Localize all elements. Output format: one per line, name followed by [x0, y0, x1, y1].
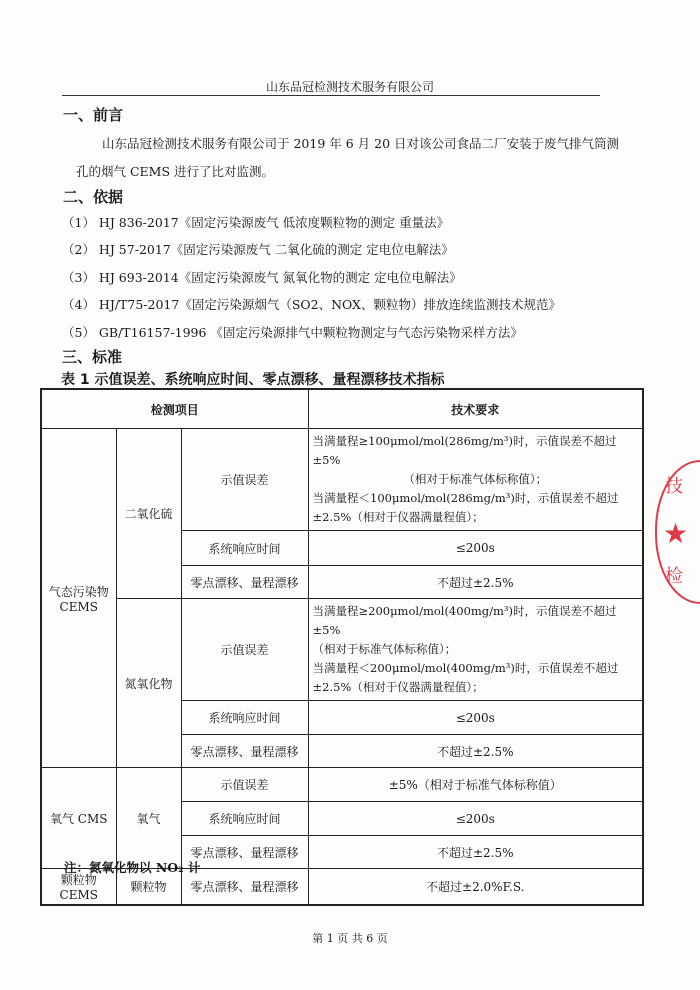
- company-header: 山东品冠检测技术服务有限公司: [265, 80, 434, 94]
- so2-err-req: 当满量程≥100μmol/mol(286mg/m³)时，示值误差不超过±5% （相对于标准气体标称值）； 当满量程＜100μmol/mol(286mg/m³)时，示值误差不超过 ±2.5%（相对于仪器满量程值）；: [308, 429, 643, 531]
- section-title-basis: 二、依据: [63, 188, 124, 206]
- nox-resp-req: ≤200s: [308, 701, 643, 735]
- preface-text: 山东品冠检测技术服务有限公司于 2019 年 6 月 20 日对该公司食品二厂安装于废气排气筒测: [102, 136, 620, 151]
- item-err: 示值误差: [181, 599, 308, 701]
- red-seal-stamp: [655, 460, 700, 604]
- item-err: 示值误差: [181, 768, 308, 802]
- group-gas: 气态污染物 CEMS: [41, 429, 116, 768]
- nox-drift-req: 不超过±2.5%: [308, 735, 643, 768]
- sub-so2: 二氧化硫: [116, 429, 181, 599]
- basis-item: （4） HJ/T75-2017《固定污染源烟气（SO2、NOX、颗粒物）排放连续监测技术规范》: [62, 297, 561, 312]
- basis-item: （3） HJ 693-2014《固定污染源废气 氮氧化物的测定 定电位电解法》: [62, 270, 462, 285]
- o2-err-req: ±5%（相对于标准气体标称值）: [308, 768, 643, 802]
- group-pm: 颗粒物 CEMS: [41, 869, 116, 905]
- item-resp: 系统响应时间: [181, 531, 308, 566]
- preface-text-2: 孔的烟气 CEMS 进行了比对监测。: [76, 164, 274, 179]
- stamp-char: 检: [665, 566, 683, 587]
- item-err: 示值误差: [181, 429, 308, 531]
- item-drift: 零点漂移、量程漂移: [181, 869, 308, 905]
- item-resp: 系统响应时间: [181, 802, 308, 836]
- basis-item: （5） GB/T16157-1996 《固定污染源排气中颗粒物测定与气态污染物采样方法》: [62, 325, 523, 340]
- header-item: 检测项目: [41, 389, 308, 429]
- item-drift: 零点漂移、量程漂移: [181, 836, 308, 869]
- page-footer: 第 1 页 共 6 页: [312, 932, 388, 945]
- stamp-char: 技: [665, 476, 683, 497]
- table-row: [41, 429, 643, 531]
- sub-o2: 氧气: [116, 768, 181, 869]
- so2-drift-req: 不超过±2.5%: [308, 566, 643, 599]
- nox-err-req: 当满量程≥200μmol/mol(400mg/m³)时，示值误差不超过±5% （相对于标准气体标称值）； 当满量程＜200μmol/mol(400mg/m³)时，示值误差不超过 ±2.5%（相对于仪器满量程值）；: [308, 599, 643, 701]
- table-caption: 表 1 示值误差、系统响应时间、零点漂移、量程漂移技术指标: [61, 372, 445, 388]
- o2-resp-req: ≤200s: [308, 802, 643, 836]
- so2-resp-req: ≤200s: [308, 531, 643, 566]
- group-o2: 氧气 CMS: [41, 768, 116, 869]
- sub-nox: 氮氧化物: [116, 599, 181, 768]
- basis-item: （2） HJ 57-2017《固定污染源废气 二氧化硫的测定 定电位电解法》: [62, 242, 454, 257]
- table-header-row: [41, 389, 643, 429]
- basis-item: （1） HJ 836-2017《固定污染源废气 低浓度颗粒物的测定 重量法》: [62, 215, 450, 230]
- header-divider: [62, 95, 600, 96]
- o2-drift-req: 不超过±2.5%: [308, 836, 643, 869]
- item-resp: 系统响应时间: [181, 701, 308, 735]
- pm-drift-req: 不超过±2.0%F.S.: [308, 869, 643, 905]
- table-row: [41, 599, 643, 701]
- item-drift: 零点漂移、量程漂移: [181, 735, 308, 768]
- sub-pm: 颗粒物: [116, 869, 181, 905]
- section-title-standard: 三、标准: [62, 348, 123, 366]
- stamp-star-icon: ★: [663, 517, 689, 550]
- section-title-preface: 一、前言: [63, 106, 124, 124]
- spec-table: [40, 388, 644, 906]
- table-row: [41, 768, 643, 802]
- item-drift: 零点漂移、量程漂移: [181, 566, 308, 599]
- table-note: 注：氮氧化物以 NO₂ 计: [64, 860, 201, 875]
- header-requirement: 技术要求: [308, 389, 643, 429]
